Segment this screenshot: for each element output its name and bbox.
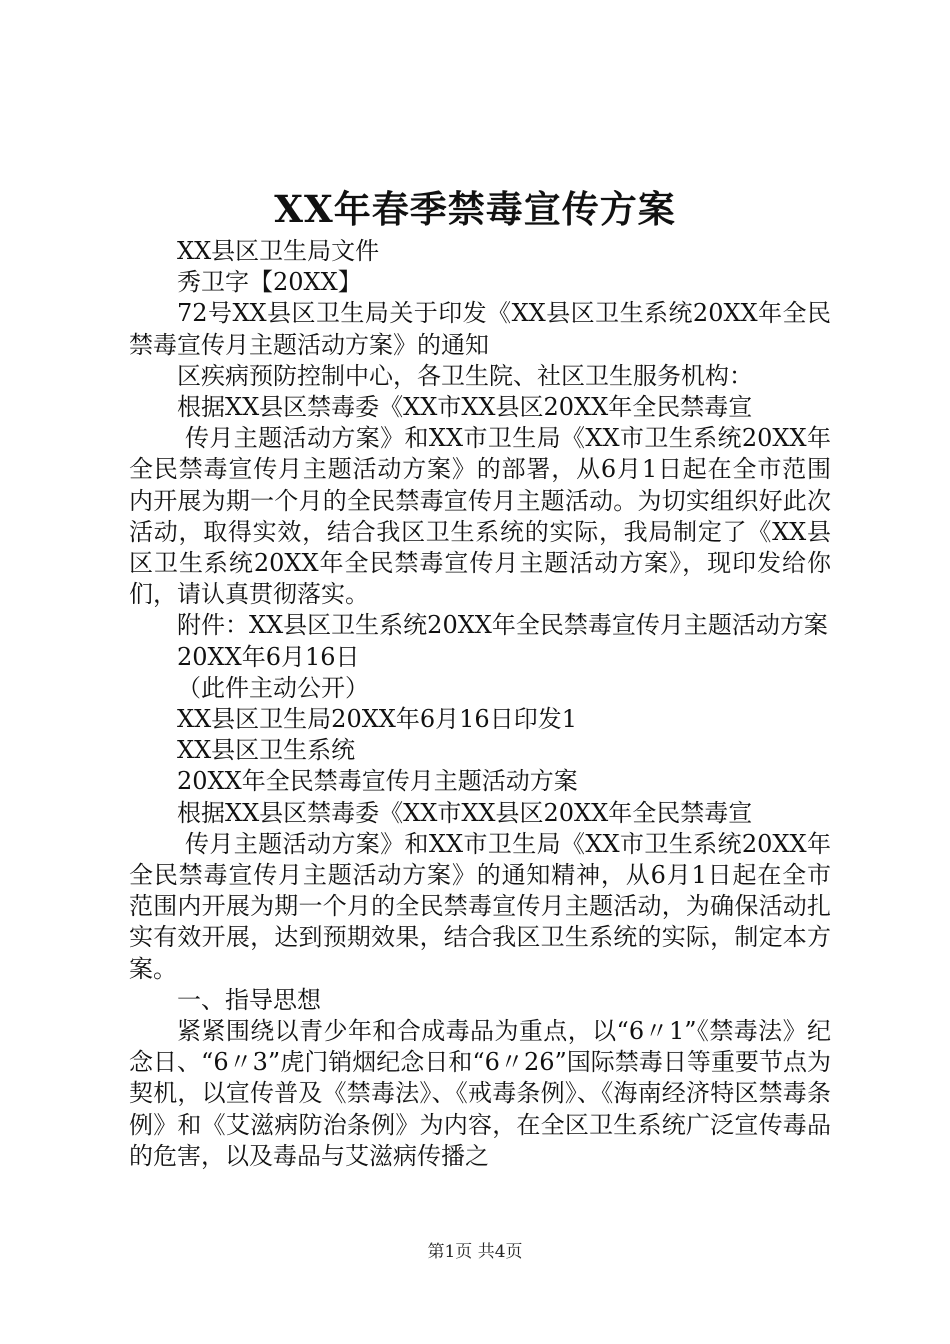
paragraph: 传月主题活动方案》和XX市卫生局《XX市卫生系统20XX年全民禁毒宣传月主题活动方案》的通知精神，从6月1日起在全市范围内开展为期一个月的全民禁毒宣传月主题活动，为确保活动扎实有效开展，达到预期效果，结合我区卫生系统的实际，制定本方案。: [129, 829, 831, 983]
paragraph: 区疾病预防控制中心，各卫生院、社区卫生服务机构：: [177, 361, 753, 390]
paragraph: 根据XX县区禁毒委《XX市XX县区20XX年全民禁毒宣: [177, 393, 753, 422]
paragraph: XX县区卫生局文件: [177, 237, 380, 265]
paragraph: 秀卫字【20XX】: [177, 268, 362, 297]
section-heading: 一、指导思想: [177, 985, 321, 1014]
document-title: XX年春季禁毒宣传方案: [274, 187, 676, 231]
paragraph: （此件主动公开）: [177, 673, 369, 702]
paragraph: XX县区卫生系统: [177, 736, 356, 765]
document-body: [129, 236, 831, 1172]
paragraph: 紧紧围绕以青少年和合成毒品为重点，以“6〃1”《禁毒法》纪念日、“6〃3”虎门销烟纪念日和“6〃26”国际禁毒日等重要节点为契机，以宣传普及《禁毒法》、《戒毒条例》、《海南经济特区禁毒条例》和《艾滋病防治条例》为内容，在全区卫生系统广泛宣传毒品的危害，以及毒品与艾滋病传播之: [129, 1017, 831, 1170]
paragraph: 传月主题活动方案》和XX市卫生局《XX市卫生系统20XX年全民禁毒宣传月主题活动方案》的部署，从6月1日起在全市范围内开展为期一个月的全民禁毒宣传月主题活动。为切实组织好此次活动，取得实效，结合我区卫生系统的实际，我局制定了《XX县区卫生系统20XX年全民禁毒宣传月主题活动方案》，现印发给你们，请认真贯彻落实。: [129, 424, 831, 609]
paragraph: XX县区卫生局20XX年6月16日印发1: [177, 705, 577, 734]
page-footer: 第1页 共4页: [427, 1242, 523, 1262]
paragraph: 20XX年6月16日: [177, 642, 360, 671]
paragraph: 72号XX县区卫生局关于印发《XX县区卫生系统20XX年全民禁毒宣传月主题活动方案》的通知: [129, 299, 831, 359]
paragraph: 根据XX县区禁毒委《XX市XX县区20XX年全民禁毒宣: [177, 798, 753, 827]
paragraph: 附件：XX县区卫生系统20XX年全民禁毒宣传月主题活动方案: [177, 611, 828, 640]
paragraph: 20XX年全民禁毒宣传月主题活动方案: [177, 767, 578, 796]
